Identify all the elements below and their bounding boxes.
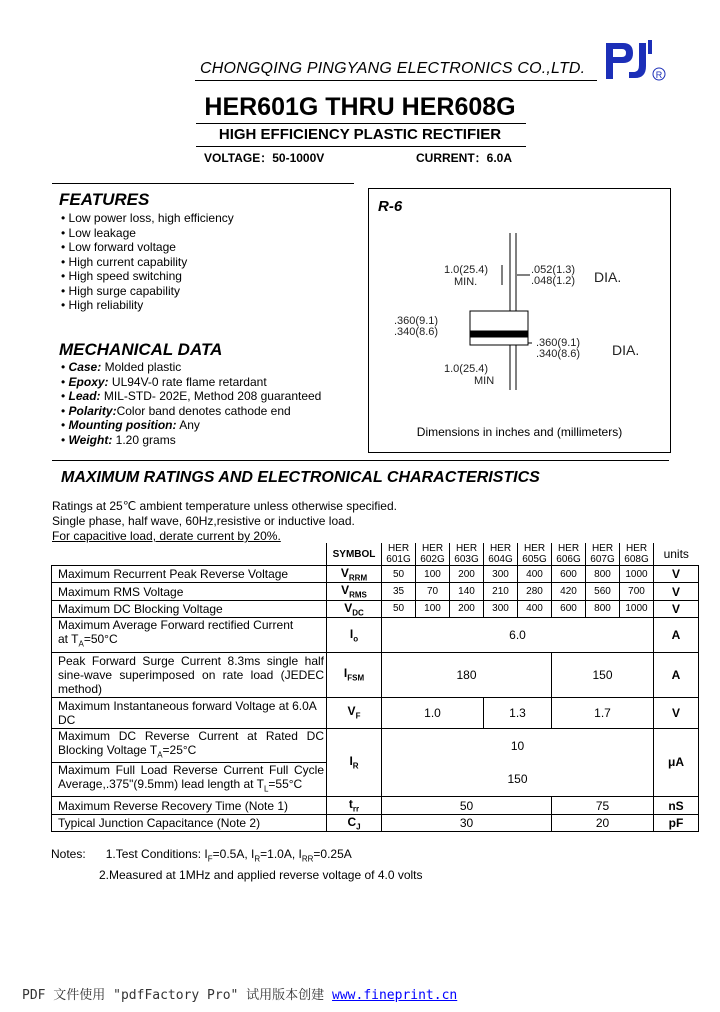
table-row: Peak Forward Surge Current 8.3ms single half sine-wave superimposed on rate load (JEDEC method) $I_{FSM}$ 180 150 A (52, 652, 699, 697)
part-header: HER 602G (416, 543, 450, 566)
features-rule (52, 183, 354, 184)
list-item: • High current capability (61, 254, 188, 269)
features-heading: FEATURES (59, 190, 150, 209)
ratings-table (51, 543, 699, 832)
dia-label-2: DIA. (612, 342, 640, 358)
dimension-note: Dimensions in inches and (millimeters) (416, 425, 623, 439)
dim-lead-dia-1: .052(1.3) (531, 264, 576, 276)
dim-lead-min-top: MIN. (454, 276, 478, 288)
list-item: • High reliability (61, 298, 144, 312)
table-row: Typical Junction Capacitance (Note 2) $C_J$ 30 20 pF (52, 814, 699, 831)
symbol-header: SYMBOL (327, 543, 382, 566)
dim-body-len-1: .360(9.1) (394, 315, 439, 327)
dim-body-dia-1: .360(9.1) (536, 337, 581, 349)
pdf-footer (22, 984, 457, 1003)
title-rule (196, 123, 526, 124)
list-item: • Case: Molded plastic (61, 360, 182, 374)
current-spec: CURRENT：6.0A (416, 151, 513, 165)
voltage-spec: VOLTAGE：50-1000V (204, 151, 325, 165)
subtitle-rule (196, 146, 526, 147)
ratings-rule (52, 460, 669, 461)
header-rule (195, 80, 597, 81)
part-header: HER 605G (518, 543, 552, 566)
company-logo (603, 40, 673, 86)
page-subtitle: HIGH EFFICIENCY PLASTIC RECTIFIER (218, 126, 502, 143)
list-item: • Epoxy: UL94V-0 rate flame retardant (61, 374, 267, 389)
dia-label-1: DIA. (594, 269, 622, 285)
table-row: Maximum RMS Voltage $V_{RMS}$ 35 70 140 210 280 420 560 700 V (52, 583, 699, 600)
list-item: • High surge capability (61, 283, 180, 298)
table-row: Maximum DC Reverse Current at Rated DC Blocking Voltage $T_A=25^\circ C$ $I_R$ 10 μA (52, 728, 699, 762)
list-item: • Lead: MIL-STD- 202E, Method 208 guaranteed (61, 389, 322, 403)
footer-text: PDF 文件使用 "pdfFactory Pro" 试用版本创建 (22, 988, 333, 1003)
table-row: Maximum Recurrent Peak Reverse Voltage $V_{RRM}$ 50 100 200 300 400 600 800 1000 V (52, 566, 699, 583)
dim-lead-length-top: 1.0(25.4) (444, 264, 489, 276)
package-drawing (370, 225, 668, 420)
part-header: HER 607G (586, 543, 620, 566)
table-header-row (52, 543, 699, 566)
part-header: HER 608G (620, 543, 654, 566)
ratings-conditions (52, 499, 397, 544)
table-row: Maximum Average Forward rectified Current at $T_A=50^\circ C$ $I_o$ 6.0 A (52, 618, 699, 652)
table-row: Maximum Full Load Reverse Current Full Cycle Average,.375"(9.5mm) lead length at $T_L=55^\circ C$ 150 (52, 762, 699, 796)
units-header: units (654, 543, 699, 566)
logo-registered-mark: R (655, 70, 663, 80)
condition-line: Single phase, half wave, 60Hz,resistive or inductive load. (52, 514, 355, 528)
dim-body-dia-2: .340(8.6) (536, 348, 581, 360)
features-list (61, 211, 234, 313)
dim-lead-min-bottom: MIN (474, 375, 495, 387)
list-item: • High speed switching (61, 269, 182, 283)
part-header: HER 604G (484, 543, 518, 566)
list-item: • Low forward voltage (61, 240, 176, 254)
table-row: Maximum Reverse Recovery Time (Note 1) $t_{rr}$ 50 75 nS (52, 797, 699, 814)
ratings-heading: MAXIMUM RATINGS AND ELECTRONICAL CHARACTERISTICS (61, 469, 540, 486)
company-name: CHONGQING PINGYANG ELECTRONICS CO.,LTD. (200, 60, 586, 77)
note-line-2: 2.Measured at 1MHz and applied reverse voltage of 4.0 volts (99, 868, 423, 883)
condition-line: Ratings at 25℃ ambient temperature unless otherwise specified. (52, 499, 397, 513)
list-item: • Polarity:Color band denotes cathode end (61, 403, 291, 418)
table-row: Maximum Instantaneous forward Voltage at 6.0A DC $V_F$ 1.0 1.3 1.7 V (52, 697, 699, 728)
list-item: • Low leakage (61, 225, 136, 240)
condition-line: For capacitive load, derate current by 20%. (52, 529, 281, 543)
table-notes (51, 846, 423, 883)
mechanical-heading: MECHANICAL DATA (59, 340, 223, 359)
part-header: HER 606G (552, 543, 586, 566)
mechanical-list (61, 360, 321, 447)
note-line-1: Notes: 1.Test Conditions: $I_F=0.5A$, $I_R=1.0A$, $I_{RR}=0.25A$ (51, 847, 352, 864)
list-item: • Low power loss, high efficiency (61, 211, 234, 225)
package-name: R-6 (378, 198, 403, 215)
list-item: • Mounting position: Any (61, 418, 200, 432)
part-header: HER 601G (382, 543, 416, 566)
dim-body-len-2: .340(8.6) (394, 326, 439, 338)
dim-lead-dia-2: .048(1.2) (531, 275, 576, 287)
footer-link[interactable]: www.fineprint.cn (332, 988, 458, 1003)
dim-lead-length-bottom: 1.0(25.4) (444, 363, 489, 375)
table-row: Maximum DC Blocking Voltage $V_{DC}$ 50 100 200 300 400 600 800 1000 V (52, 600, 699, 617)
list-item: • Weight: 1.20 grams (61, 432, 176, 447)
page-title: HER601G THRU HER608G (204, 93, 516, 121)
part-header: HER 603G (450, 543, 484, 566)
